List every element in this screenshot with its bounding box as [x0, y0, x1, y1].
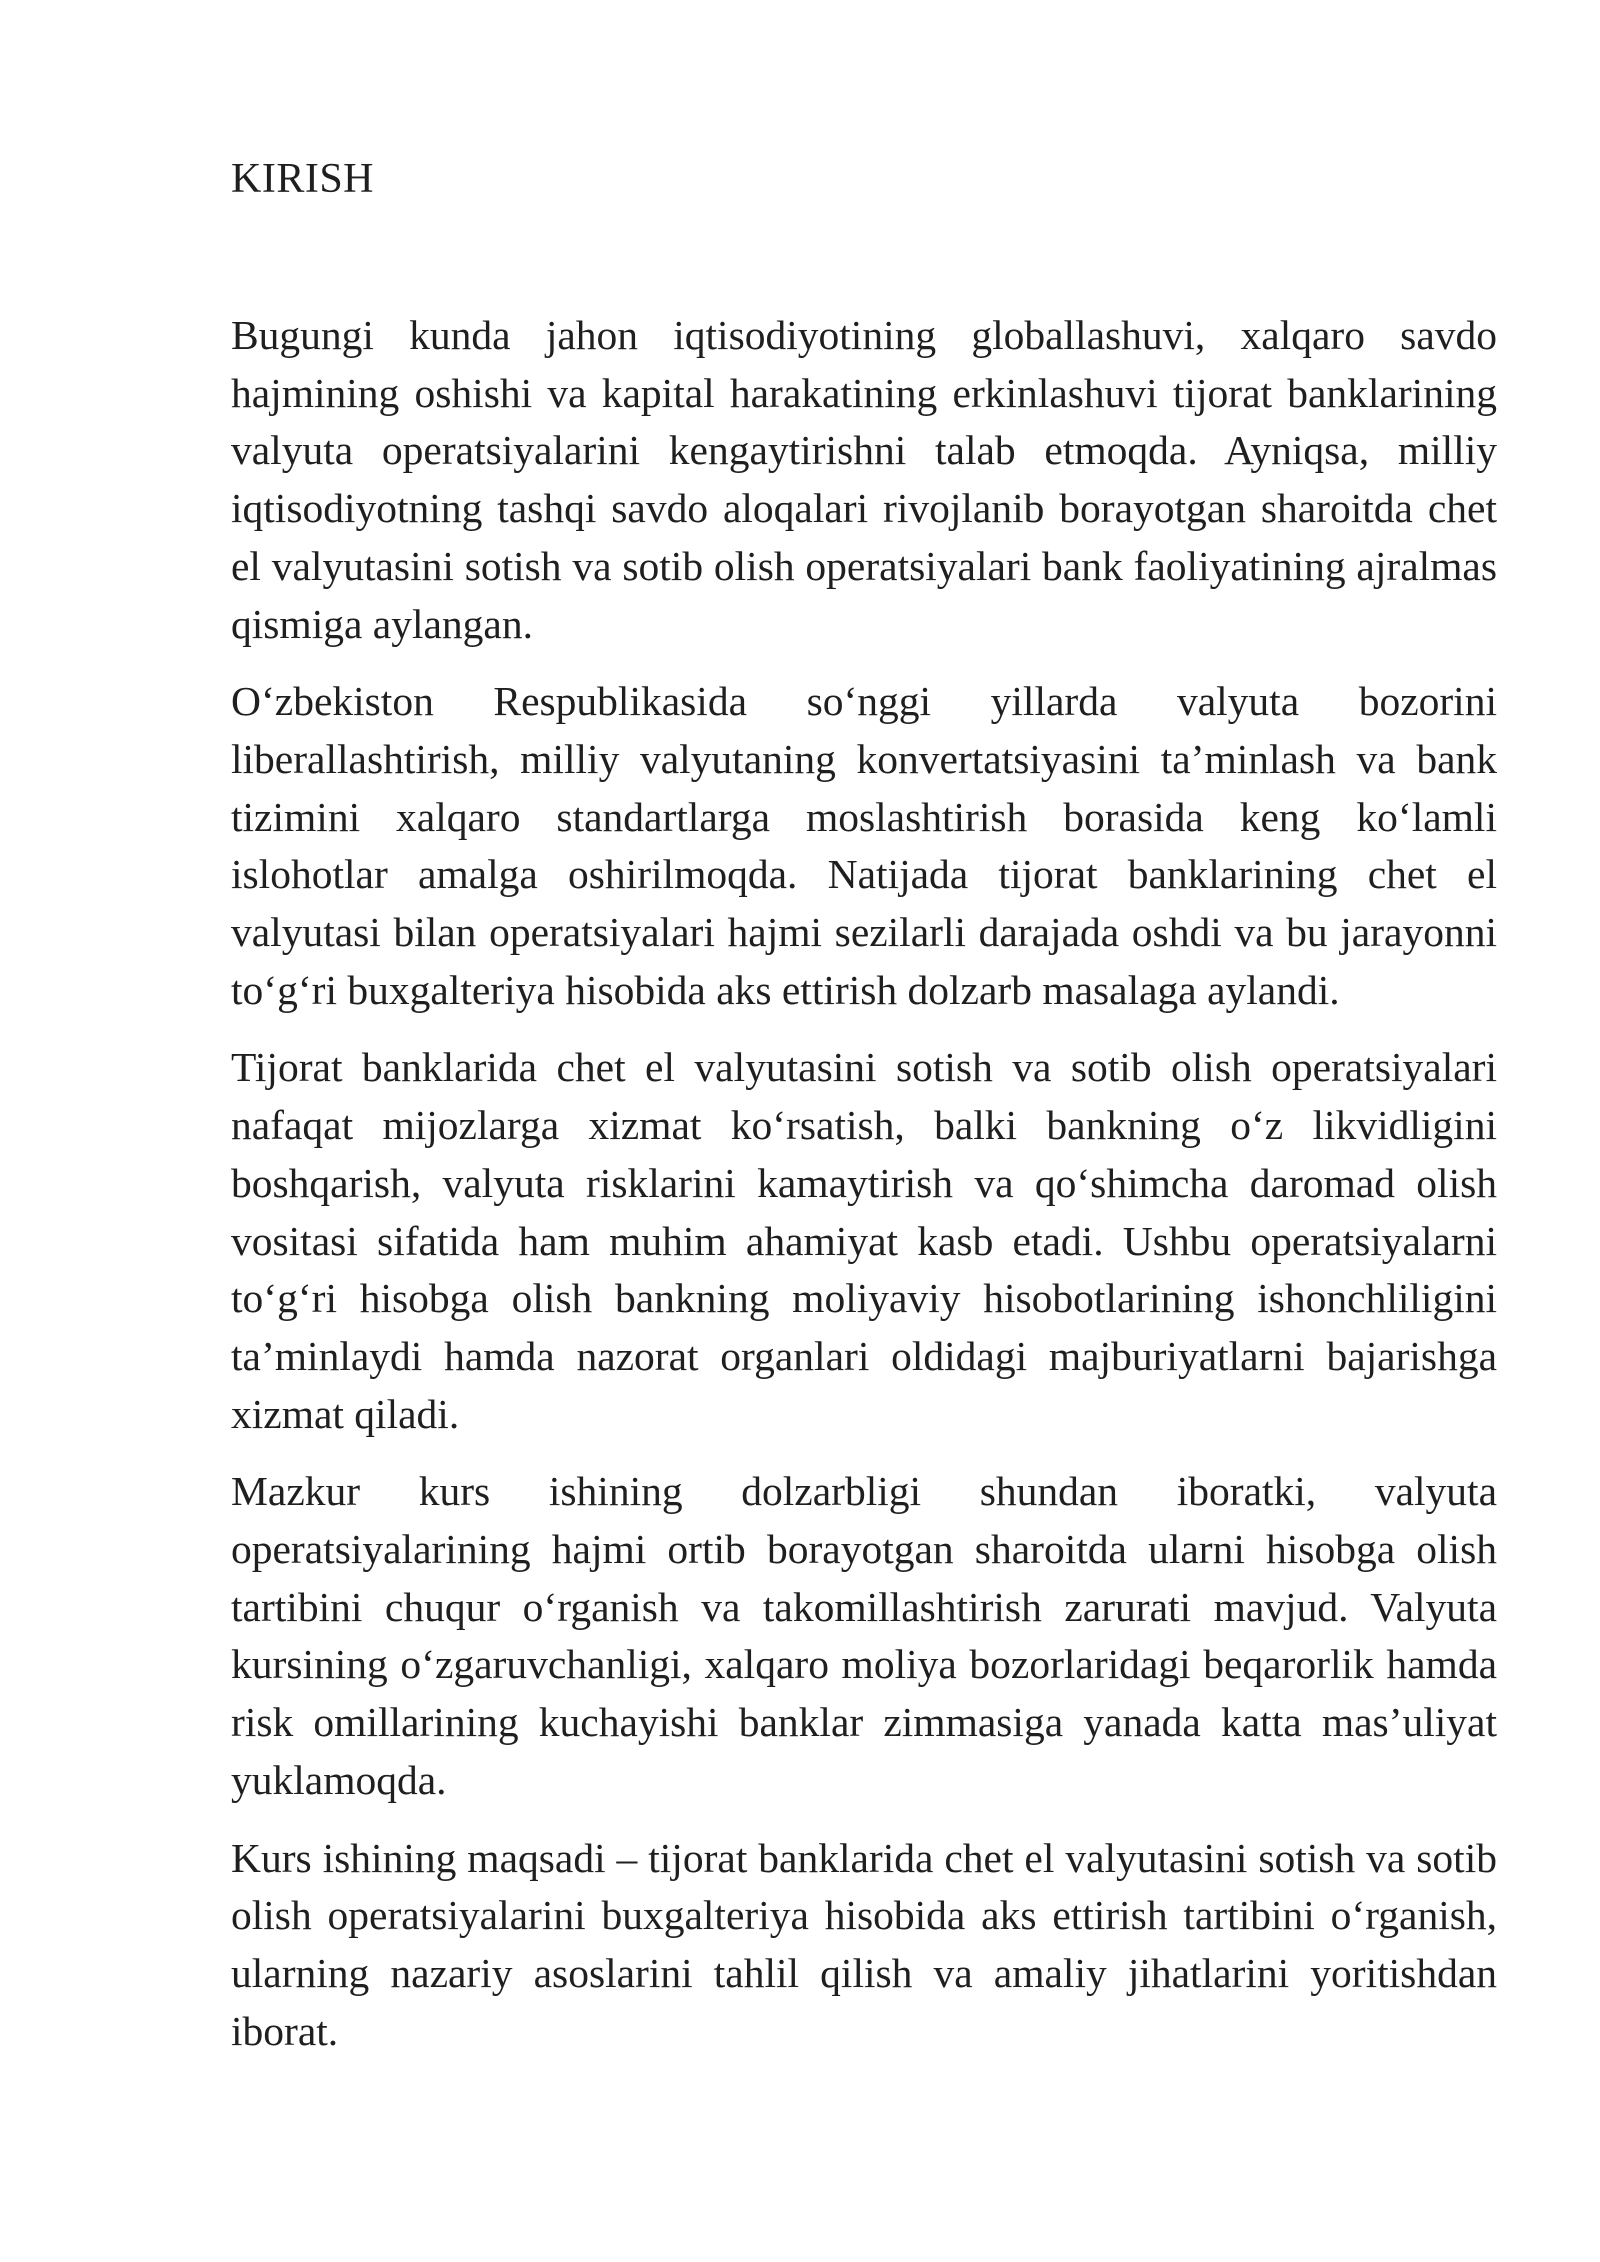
paragraph: O‘zbekiston Respublikasida so‘nggi yillarda valyuta bozorini liberallashtirish, milliy valyutaning konvertatsiyasini ta’minlash va bank tizimini xalqaro standartlarga moslashtirish borasida keng ko‘lamli islohotlar amalga oshirilmoqda. Natijada tijorat banklarining chet el valyutasi bilan operatsiyalari hajmi sezilarli darajada oshdi va bu jarayonni to‘g‘ri buxgalteriya hisobida aks ettirish dolzarb masalaga aylandi.: [231, 678, 1497, 1013]
paragraph: Kurs ishining maqsadi – tijorat banklarida chet el valyutasini sotish va sotib olish operatsiyalarini buxgalteriya hisobida aks ettirish tartibini o‘rganish, ularning nazariy asoslarini tahlil qilish va amaliy jihatlarini yoritishdan iborat.: [231, 1834, 1497, 2054]
document-body: [231, 150, 1497, 2080]
paragraph: Tijorat banklarida chet el valyutasini sotish va sotib olish operatsiyalari nafaqat mijozlarga xizmat ko‘rsatish, balki bankning o‘z likvidligini boshqarish, valyuta risklarini kamaytirish va qo‘shimcha daromad olish vositasi sifatida ham muhim ahamiyat kasb etadi. Ushbu operatsiyalarni to‘g‘ri hisobga olish bankning moliyaviy hisobotlarining ishonchliligini ta’minlaydi hamda nazorat organlari oldidagi majburiyatlarni bajarishga xizmat qiladi.: [231, 1044, 1497, 1437]
section-heading: KIRISH: [231, 156, 375, 202]
paragraph: Mazkur kurs ishining dolzarbligi shundan iboratki, valyuta operatsiyalarining hajmi ortib borayotgan sharoitda ularni hisobga olish tartibini chuqur o‘rganish va takomillashtirish zarurati mavjud. Valyuta kursining o‘zgaruvchanligi, xalqaro moliya bozorlaridagi beqarorlik hamda risk omillarining kuchayishi banklar zimmasiga yanada katta mas’uliyat yuklamoqda.: [231, 1468, 1497, 1803]
paragraph: Bugungi kunda jahon iqtisodiyotining globallashuvi, xalqaro savdo hajmining oshishi va kapital harakatining erkinlashuvi tijorat banklarining valyuta operatsiyalarini kengaytirishni talab etmoqda. Ayniqsa, milliy iqtisodiyotning tashqi savdo aloqalari rivojlanib borayotgan sharoitda chet el valyutasini sotish va sotib olish operatsiyalari bank faoliyatining ajralmas qismiga aylangan.: [231, 312, 1497, 647]
paragraph-list: [231, 307, 1497, 2060]
